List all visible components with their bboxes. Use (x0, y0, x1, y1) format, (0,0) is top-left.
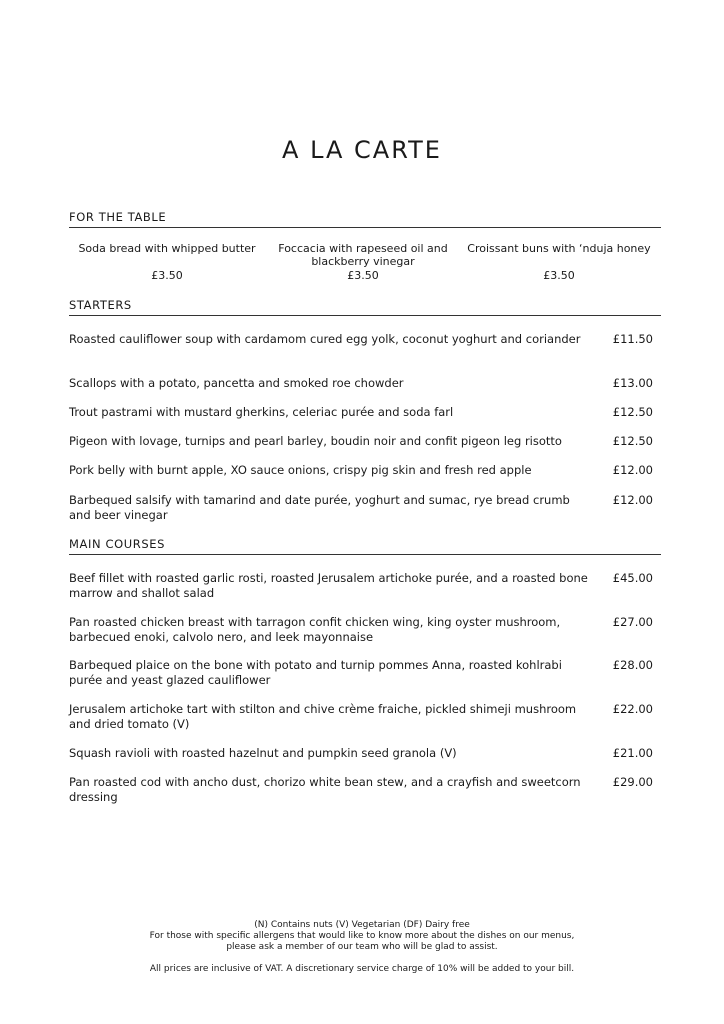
table-item-name: Croissant buns with ‘nduja honey (467, 242, 651, 255)
page-title: A LA CARTE (282, 136, 442, 164)
menu-item (69, 463, 661, 478)
table-item-name: Foccacia with rapeseed oil and blackberry vinegar (278, 242, 448, 268)
table-item (265, 242, 461, 282)
menu-item-description: Barbequed salsify with tamarind and date purée, yoghurt and sumac, rye bread crumb and beer vinegar (69, 493, 570, 522)
section-heading-for-the-table: FOR THE TABLE (69, 210, 661, 228)
menu-item (69, 493, 661, 523)
menu-item (69, 746, 661, 761)
menu-item (69, 615, 661, 645)
menu-item-price: £27.00 (612, 615, 653, 629)
table-item (461, 242, 657, 282)
menu-item-description: Barbequed plaice on the bone with potato and turnip pommes Anna, roasted kohlrabi purée and yeast glazed cauliflower (69, 658, 562, 687)
menu-item-price: £12.00 (612, 493, 653, 507)
table-item-price: £3.50 (543, 269, 575, 282)
menu-item-price: £11.50 (612, 332, 653, 346)
menu-item-price: £21.00 (612, 746, 653, 760)
menu-item-description: Beef fillet with roasted garlic rosti, roasted Jerusalem artichoke purée, and a roasted bone marrow and shallot salad (69, 571, 588, 600)
footer-vat-note: All prices are inclusive of VAT. A discretionary service charge of 10% will be added to your bill. (149, 964, 575, 974)
menu-item-description: Trout pastrami with mustard gherkins, celeriac purée and soda farl (69, 405, 454, 419)
menu-item-description: Roasted cauliflower soup with cardamom cured egg yolk, coconut yoghurt and coriander (69, 332, 581, 346)
menu-item (69, 775, 661, 805)
menu-item-description: Squash ravioli with roasted hazelnut and pumpkin seed granola (V) (69, 746, 457, 760)
menu-item-price: £22.00 (612, 702, 653, 716)
menu-item-description: Pork belly with burnt apple, XO sauce onions, crispy pig skin and fresh red apple (69, 463, 532, 477)
menu-item-price: £29.00 (612, 775, 653, 789)
menu-item-price: £12.50 (612, 405, 653, 419)
table-item-name: Soda bread with whipped butter (78, 242, 256, 255)
menu-item-description: Pan roasted cod with ancho dust, chorizo white bean stew, and a crayfish and sweetcorn dressing (69, 775, 581, 804)
table-item-price: £3.50 (151, 269, 183, 282)
menu-item-price: £45.00 (612, 571, 653, 585)
table-item (69, 242, 265, 282)
menu-item (69, 434, 661, 449)
menu-item-description: Pigeon with lovage, turnips and pearl barley, boudin noir and confit pigeon leg risotto (69, 434, 562, 448)
menu-item (69, 702, 661, 732)
section-heading-starters: STARTERS (69, 298, 661, 316)
footer-legend: (N) Contains nuts (V) Vegetarian (DF) Dairy free (254, 920, 470, 930)
menu-item-description: Pan roasted chicken breast with tarragon confit chicken wing, king oyster mushroom, barbecued enoki, calvolo nero, and leek mayonnaise (69, 615, 561, 644)
menu-item-description: Scallops with a potato, pancetta and smoked roe chowder (69, 376, 404, 390)
menu-item (69, 376, 661, 391)
menu-item-description: Jerusalem artichoke tart with stilton and chive crème fraiche, pickled shimeji mushroom and dried tomato (V) (69, 702, 577, 731)
menu-item (69, 658, 661, 688)
menu-item-price: £28.00 (612, 658, 653, 672)
menu-item-price: £13.00 (612, 376, 653, 390)
for-the-table-grid (69, 242, 661, 287)
menu-item-price: £12.50 (612, 434, 653, 448)
section-heading-main-courses: MAIN COURSES (69, 537, 661, 555)
footer-allergen-line-2: please ask a member of our team who will be glad to assist. (226, 942, 498, 952)
menu-item-price: £12.00 (612, 463, 653, 477)
table-item-price: £3.50 (347, 269, 379, 282)
menu-item (69, 332, 661, 347)
footer-allergen-line-1: For those with specific allergens that would like to know more about the dishes on our menus, (149, 931, 575, 941)
menu-item (69, 405, 661, 420)
menu-item (69, 571, 661, 601)
